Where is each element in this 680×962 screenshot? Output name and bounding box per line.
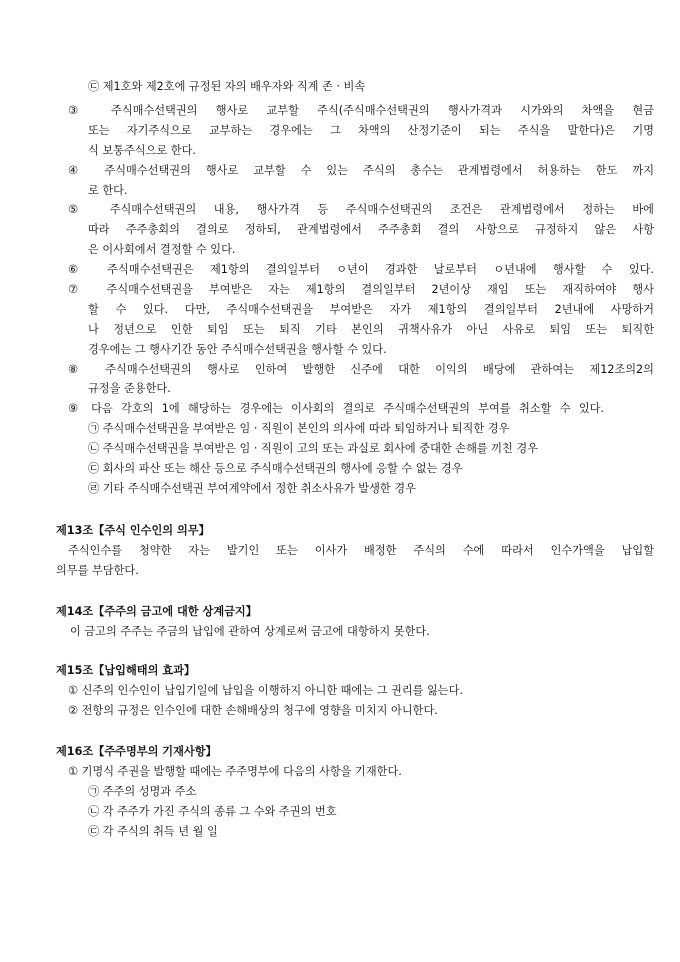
article-16-heading: 제16조【주주명부의 기재사항】 [56,745,217,758]
article-13-heading: 제13조【주식 인수인의 의무】 [56,524,210,537]
article-14-body: 이 금고의 주주는 주금의 납입에 관하여 상계로써 금고에 대항하지 못한다. [70,625,430,638]
clause-12-5-line3: 은 이사회에서 결정할 수 있다. [88,243,236,256]
article-16-item1-c: ㉢ 각 주식의 취득 년 월 일 [88,825,218,838]
clause-12-2-c: ㉢ 제1호와 제2호에 규정된 자의 배우자와 직계 존 · 비속 [88,80,366,93]
clause-12-3-line1: ③ 주식매수선택권의 행사로 교부할 주식(주식매수선택권의 행사가격과 시가와의 차액을 현금 [68,104,654,117]
clause-12-7-line2: 할 수 있다. 다만, 주식매수선택권을 부여받은 자가 제1항의 결의일부터 2년내에 사망하거 [88,303,654,316]
clause-12-3-line3: 식 보통주식으로 한다. [88,144,196,157]
article-14-heading: 제14조【주주의 금고에 대한 상계금지】 [56,605,257,618]
clause-12-7-line3: 나 정년으로 인한 퇴임 또는 퇴직 기타 본인의 귀책사유가 아닌 사유로 퇴임 또는 퇴직한 [88,323,654,336]
article-16-item1-a: ㉠ 주주의 성명과 주소 [88,785,197,798]
clause-12-9-a: ㉠ 주식매수선택권을 부여받은 임 · 직원이 본인의 의사에 따라 퇴임하거나 퇴직한 경우 [88,422,510,435]
clause-12-9-c: ㉢ 회사의 파산 또는 해산 등으로 주식매수선택권의 행사에 응할 수 없는 경우 [88,462,463,475]
article-16-item1: ① 기명식 주권을 발행할 때에는 주주명부에 다음의 사항을 기재한다. [68,765,402,778]
clause-12-7-line4: 경우에는 그 행사기간 동안 주식매수선택권을 행사할 수 있다. [88,343,387,356]
clause-12-8-line2: 규정을 준용한다. [88,382,171,395]
article-13-body-line2: 의무를 부담한다. [56,564,139,577]
clause-12-7-line1: ⑦ 주식매수선택권을 부여받은 자는 제1항의 결의일부터 2년이상 재임 또는 재직하여야 행사 [68,283,654,296]
clause-12-5-line1: ⑤ 주식매수선택권의 내용, 행사가격 등 주식매수선택권의 조건은 관계법령에서 정하는 바에 [68,203,654,216]
article-15-item1: ① 신주의 인수인이 납입기일에 납입을 이행하지 아니한 때에는 그 권리를 잃는다. [68,684,463,697]
clause-12-4-line1: ④ 주식매수선택권의 행사로 교부할 수 있는 주식의 총수는 관계법령에서 허용하는 한도 까지 [68,164,654,177]
article-15-heading: 제15조【납입해태의 효과】 [56,664,196,677]
article-15-item2: ② 전항의 규정은 인수인에 대한 손해배상의 청구에 영향을 미치지 아니한다. [68,704,438,717]
clause-12-9-b: ㉡ 주식매수선택권을 부여받은 임 · 직원이 고의 또는 과실로 회사에 중대한 손해를 끼친 경우 [88,442,539,455]
clause-12-9-d: ㉣ 기타 주식매수선택권 부여계약에서 정한 취소사유가 발생한 경우 [88,482,416,495]
article-13-body-line1: 주식인수를 청약한 자는 발기인 또는 이사가 배정한 주식의 수에 따라서 인수가액을 납입할 [68,544,654,557]
article-16-item1-b: ㉡ 각 주주가 가진 주식의 종류 그 수와 주권의 번호 [88,805,337,818]
clause-12-6: ⑥ 주식매수선택권은 제1항의 결의일부터 ㅇ년이 경과한 날로부터 ㅇ년내에 행사할 수 있다. [68,263,654,276]
clause-12-4-line2: 로 한다. [88,184,128,197]
clause-12-3-line2: 또는 자기주식으로 교부하는 경우에는 그 차액의 산정기준이 되는 주식을 말한다)은 기명 [88,124,654,137]
clause-12-5-line2: 따라 주주총회의 결의로 정하되, 관계법령에서 주주총회 결의 사항으로 규정하지 않은 사항 [88,223,654,236]
clause-12-9: ⑨ 다음 각호의 1에 해당하는 경우에는 이사회의 결의로 주식매수선택권의 부여를 취소할 수 있다. [68,402,604,415]
clause-12-8-line1: ⑧ 주식매수선택권의 행사로 인하여 발행한 신주에 대한 이익의 배당에 관하여는 제12조의2의 [68,363,654,376]
